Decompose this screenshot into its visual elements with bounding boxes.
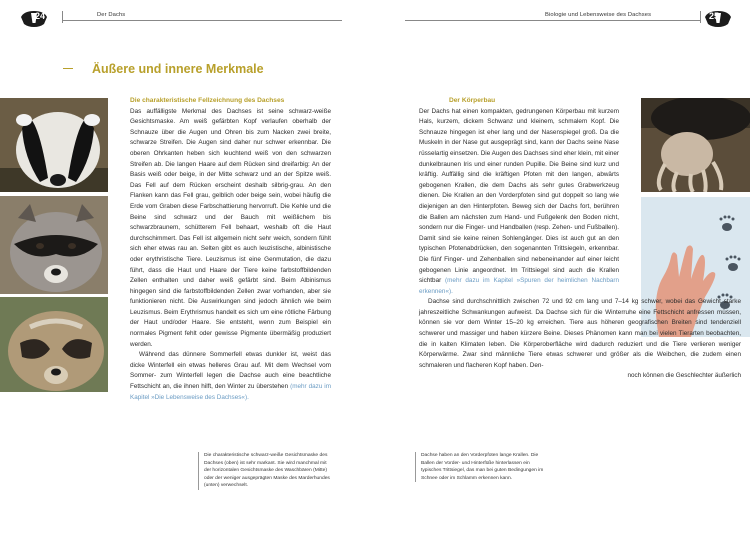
page-number-text: 24 (35, 11, 46, 21)
running-head-right: Biologie und Lebensweise des Dachses (545, 12, 652, 18)
right-article-top (419, 96, 741, 382)
left-article (130, 96, 331, 403)
header-rule (62, 20, 342, 21)
article-heading-fur: Die charakteristische Fellzeichnung des Dachses (130, 97, 285, 104)
badger-face-photo (0, 98, 108, 192)
article-heading-body: Der Körperbau (449, 97, 496, 104)
photo-caption-right: Dachse haben an den Vorderpfoten lange Krallen. Die Ballen der Vorder- und Hinterfüße hinterlassen ein typisches Trittsiegel, das man bei guten Bedingungen im Schnee oder im Schlamm erkennen kann. (415, 452, 545, 482)
photo-caption-left: Die charakteristische schwarz-weiße Gesichtsmaske des Dachses (oben) ist sehr markant. Sie wird manchmal mit der horizontalen Gesichtsmaske des Waschbären (Mitte) oder der weniger ausgeprägten Maske des Marderhundes (unten) verwechselt. (198, 452, 334, 490)
running-head-left: Der Dachs (97, 12, 126, 18)
paragraph: Dachse sind durchschnittlich zwischen 72 und 92 cm lang und 7–14 kg schwer, wobei das Gewicht starke jahreszeitliche Schwankungen aufweist. Da Dachse sich für die Winterruhe eine Fettschicht anfressen müssen, können sie vor dem Winter 15–20 kg erreichen. Tiere aus höheren geografischen Breiten sind tendenziell schwerer und massiger und haben kürzere Beine. Dieses Phänomen kann man bei vielen Tierarten beobachten, die in kalten Klimaten leben. Die Körperoberfläche wird dadurch reduziert und die Tiere verlieren weniger Körperwärme. Zwar sind männliche Tiere etwas schwerer und größer als die Weibchen, die zudem einen schmaleren und flacheren Kopf haben. Den- (419, 298, 741, 369)
section-title: Äußere und innere Merkmale (92, 62, 264, 76)
raccoon-dog-face-photo (0, 297, 108, 392)
raccoon-face-photo (0, 196, 108, 294)
badger-claw-photo (641, 98, 750, 192)
header-rule (405, 20, 700, 21)
header-divider (700, 11, 701, 23)
page-number-right (704, 8, 732, 30)
right-page (375, 0, 750, 544)
paragraph (419, 107, 619, 298)
paragraph-text: Während das dünnere Sommerfell etwas dunkler ist, weist das dicke Winterfell ein etwas helleres Grau auf. Mit dem Wechsel vom Sommer- zum Winterfell legen die Dachse auch eine beachtliche Fettschicht an, die ihnen hilft, den Winter zu überstehen (130, 351, 331, 391)
paragraph: Das auffälligste Merkmal des Dachses ist seine schwarz-weiße Gesichtsmaske. Am weiß gefärbten Kopf verlaufen oberhalb der Schnauze über die Augen und Ohren bis zum Nacken zwei breite, schwarze Streifen. Die Augen sind daher nur schwer erkennbar. Die oberen Ohrkanten heben sich leuchtend weiß von den schwarzen Streifen ab. Die langen Haare auf dem Rücken sind dreifarbig: An der Basis weiß oder beige, in der Mitte schwarz und an der Spitze weiß. Das Fell auf dem Rücken erscheint deshalb silbrig-grau. An den Flanken kann das Fell grau, gelblich oder beige sein, wobei häufig die Erde vom Graben diese Farbschattierung hervorruft. Die Kehle und die Beine sind schwarz und der Bauch mit weißlichem bis schwarzbraunem, schütterem Fell behaart, weshalb oft die Haut durchschimmert. Das Fell ist allgemein nicht sehr weich, sondern fühlt sich eher etwas rau an. Selten gibt es auch leuzistische, albinistische oder erythristische Tiere. Leuzismus ist eine Genmutation, die dazu führt, dass die Haut und Haare der Tiere keine farbstoffbildenden Zellen enthalten und daher weiß gefärbt sind. Beim Albinismus hingegen sind die farbstoffbildenden Zellen zwar vorhanden, aber sie funktionieren nicht. Die Auswirkungen sind jedoch ähnlich wie beim Leuzismus. Beim Erythrismus handelt es sich um eine rötliche Färbung der Haut und/oder Haare. Sie entsteht, wenn zum Beispiel ein normales Pigment fehlt oder gewisse Pigmente übermäßig produziert werden. (130, 107, 331, 348)
header-divider (62, 11, 63, 23)
paragraph (130, 350, 331, 403)
chapter-link[interactable]: (mehr dazu im Kapitel »Spuren der heimlichen Nachbarn erkennen«). (419, 277, 620, 295)
page-number-left (20, 8, 48, 30)
paragraph-continued: noch können die Geschlechter äußerlich (627, 372, 741, 380)
page-number-text: 25 (709, 11, 720, 21)
title-dash (63, 68, 73, 69)
chapter-link[interactable]: (mehr dazu im Kapitel »Die Lebensweise des Dachses«). (130, 383, 332, 401)
paragraph-text: Der Dachs hat einen kompakten, gedrungenen Körperbau mit kurzem Hals, kurzem, dickem Schwanz und kleinem, schmalem Kopf. Die Schnauze hingegen ist eher lang und der Nasenspiegel groß. Da die Muskeln in der Nase gut ausgeprägt sind, kann der Dachs seine Nase rüsselartig einsetzen. Die Augen des Dachses sind eher klein, mit einer dunkelbraunen Iris und einer runden Pupille. Die Beine sind kurz und kräftig. Auffällig sind die kräftigen Pfoten mit den langen, abwärts gebogenen Krallen, die dem Dachs als sehr gutes Grabwerkzeug dienen. Die Krallen an den Vorderpfoten sind gut doppelt so lang wie diejenigen an den Hinterpfoten. Beweg sich der Dachs fort, berühren die Ballen am nächsten zum Hand- und Fußgelenk den Boden nicht, sondern nur die Finger- und Handballen (resp. Zehen- und Fußballen). Damit sind sie keine reinen Sohlengänger. Dies ist auch gut an den typischen Pfotenabdrücken, den sogenannten Trittsiegeln, erkennbar. Die fünf Finger- und Zehenballen sind nebeneinander auf einer leicht gebogenen Linie angeordnet. Im Trittsiegel sind auch die Krallen sichtbar (419, 107, 619, 285)
